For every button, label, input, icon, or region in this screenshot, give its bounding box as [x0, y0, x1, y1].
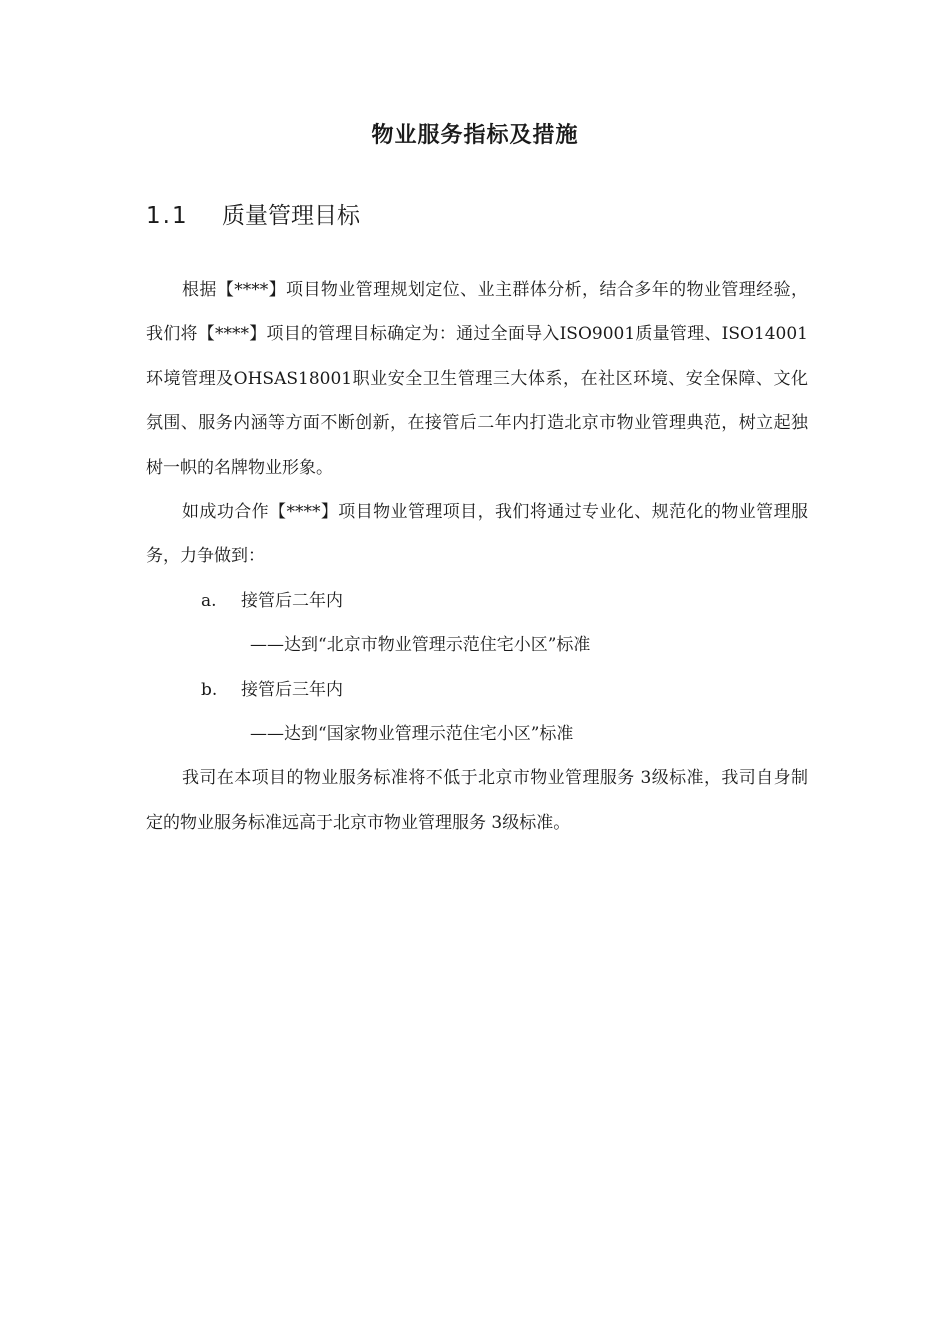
section-title: 质量管理目标 — [222, 203, 360, 229]
list-item-a — [146, 579, 808, 623]
document-title: 物业服务指标及措施 — [371, 123, 579, 148]
paragraph-goals: 根据【****】项目物业管理规划定位、业主群体分析，结合多年的物业管理经验，我们将【****】项目的管理目标确定为：通过全面导入ISO9001质量管理、ISO14001环境管理及OHSAS18001职业安全卫生管理三大体系，在社区环境、安全保障、文化氛围、服务内涵等方面不断创新，在接管后二年内打造北京市物业管理典范，树立起独树一帜的名牌物业形象。 — [146, 280, 808, 478]
list-detail-b: ——达到“国家物业管理示范住宅小区”标准 — [250, 724, 574, 745]
document-body — [146, 268, 808, 845]
paragraph-cooperation: 如成功合作【****】项目物业管理项目，我们将通过专业化、规范化的物业管理服务，力争做到： — [146, 502, 808, 567]
list-item-b — [146, 668, 808, 712]
list-marker-a: a. — [201, 590, 217, 611]
list-label-a: 接管后二年内 — [241, 590, 343, 611]
list-marker-b: b. — [201, 679, 218, 700]
list-detail-a: ——达到“北京市物业管理示范住宅小区”标准 — [250, 635, 591, 656]
section-number: 1.1 — [146, 203, 189, 229]
list-label-b: 接管后三年内 — [241, 679, 343, 700]
paragraph-closing: 我司在本项目的物业服务标准将不低于北京市物业管理服务 3级标准，我司自身制定的物业服务标准远高于北京市物业管理服务 3级标准。 — [146, 768, 808, 833]
section-heading — [146, 197, 360, 230]
